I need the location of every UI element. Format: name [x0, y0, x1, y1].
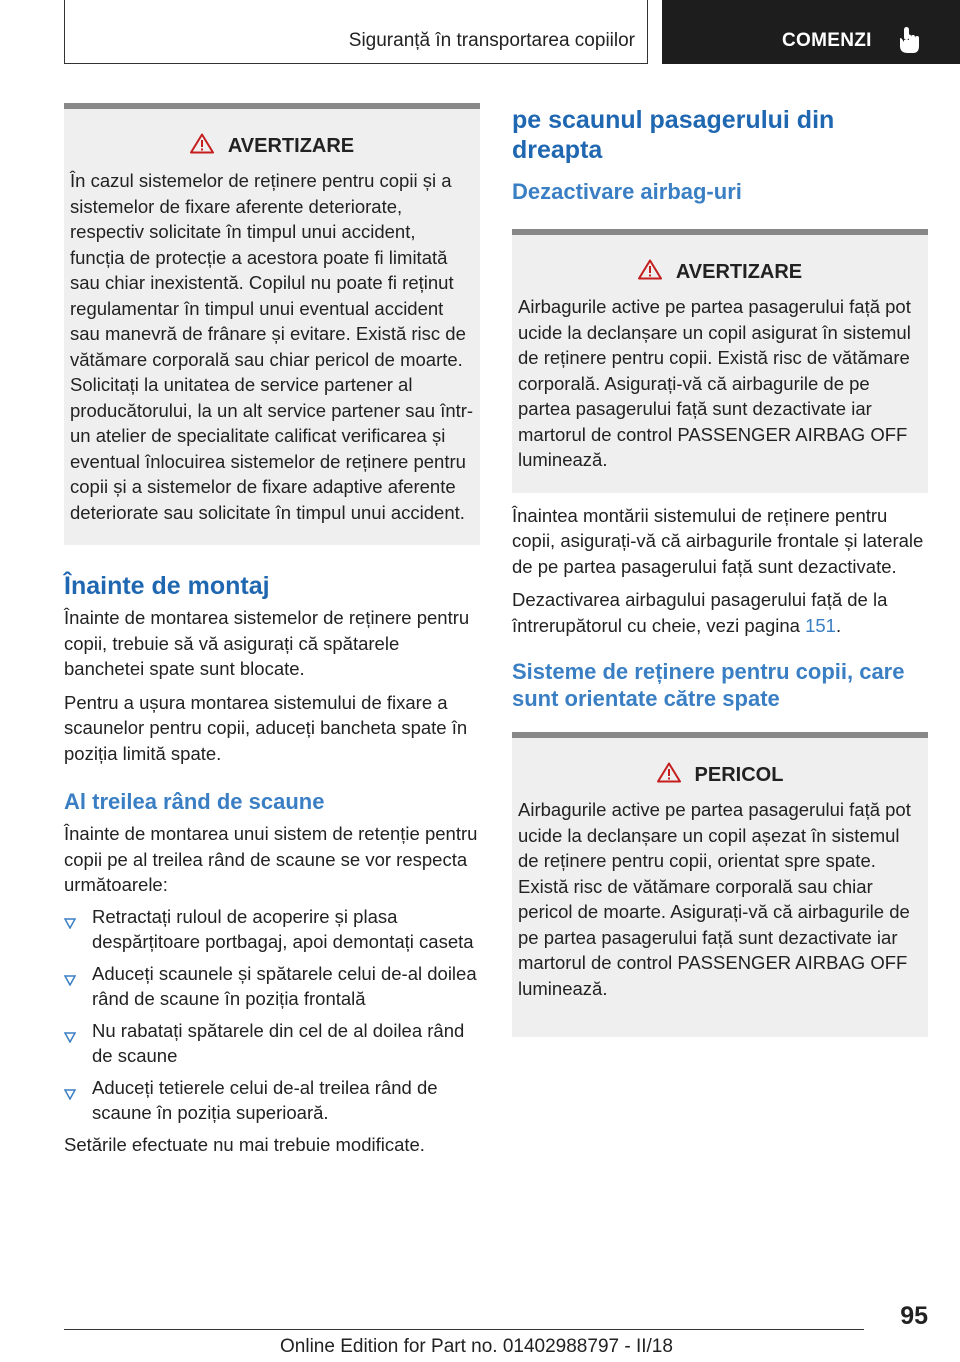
steps-list	[64, 904, 480, 1126]
warning-triangle-icon	[657, 762, 695, 789]
warning-title-row	[512, 259, 928, 286]
hand-pointer-icon	[896, 26, 922, 59]
section-heading-before-mount: Înainte de montaj	[64, 572, 270, 600]
warning-body: În cazul sistemelor de reținere pentru copii și a sistemelor de fixare aferente deteriorate, respectiv solicitate în timpul unui accident, funcția de protecție a acestora poate fi limitată sau chiar inexistentă. Copilul nu poate fi reținut regulamentar în timpul unui eventual accident sau manevră de frânare și evitare. Există risc de vătămare corporală sau chiar pericol de moarte. Solicitați la unitatea de service partener al producătorului, la un alt service partener sau într-un atelier de specialitate calificat verificarea și eventual înlocuirea sistemelor de reținere pentru copii și a sistemelor de fixare adaptive aferente deteriorate sau solicitate în timpul unui accident.	[70, 170, 474, 523]
danger-body: Airbagurile active pe partea pasagerului față pot ucide la declanșare un copil așezat în sistemul de reținere pentru copii, orientat spre spate. Există risc de vătămare corporală sau chiar pericol de moarte. Asigurați-vă că airbagurile de pe partea pasagerului față sunt dezactivate iar martorul de control PASSENGER AIRBAG OFF luminează.	[518, 799, 911, 999]
list-item: Retractați ruloul de acoperire și plasa despărțitoare portbagaj, apoi demontați caseta	[64, 904, 480, 955]
paragraph: Dezactivarea airbagului pasagerului față de la întrerupătorul cu cheie, vezi pagina 151.	[512, 589, 888, 636]
section-heading-passenger-seat: pe scaunul pasagerului din dreapta	[512, 106, 835, 164]
danger-title: PERICOL	[694, 764, 784, 786]
page-number: 95	[900, 1302, 928, 1330]
subsection-heading-rear-facing: Sisteme de reținere pentru copii, care sunt orientate către spate	[512, 659, 905, 711]
list-item: Aduceți scaunele și spătarele celui de-al doilea rând de scaune în poziția frontală	[64, 961, 480, 1012]
danger-title-row	[512, 762, 928, 789]
subsection-heading-airbag: Dezactivare airbag-uri	[512, 179, 742, 204]
paragraph: Înainte de montarea unui sistem de retenție pentru copii pe al treilea rând de scaune se vor respecta următoarele:	[64, 823, 478, 895]
warning-box	[512, 229, 928, 493]
header-title-box	[64, 0, 648, 64]
page-link[interactable]: 151	[805, 614, 836, 636]
triangle-bullet-icon	[64, 910, 76, 936]
triangle-bullet-icon	[64, 1081, 76, 1107]
list-item: Aduceți tetierele celui de-al treilea rând de scaune în poziția superioară.	[64, 1075, 480, 1126]
paragraph: Pentru a ușura montarea sistemului de fixare a scaunelor pentru copii, aduceți bancheta spate în poziția limită spate.	[64, 691, 468, 764]
header-tab-label[interactable]: COMENZI	[782, 30, 872, 51]
warning-body: Airbagurile active pe partea pasagerului față pot ucide la declanșare un copil asigurat în sistemul de reținere pentru copii. Există risc de vătămare corporală. Asigurați-vă că airbagurile de pe partea pasagerului față sunt dezactivate iar martorul de control PASSENGER AIRBAG OFF luminează.	[518, 296, 911, 470]
warning-triangle-icon	[638, 259, 676, 286]
header-title: Siguranță în transportarea copiilor	[348, 30, 635, 51]
warning-box	[64, 103, 480, 545]
paragraph: Setările efectuate nu mai trebuie modificate.	[64, 1133, 425, 1155]
paragraph: Înaintea montării sistemului de reținere pentru copii, asigurați-vă că airbagurile frontale și laterale de pe partea pasagerului față sunt dezactivate.	[512, 504, 924, 577]
subsection-heading-third-row: Al treilea rând de scaune	[64, 789, 325, 814]
danger-box	[512, 732, 928, 1037]
triangle-bullet-icon	[64, 967, 76, 993]
footer-edition: Online Edition for Part no. 01402988797 - II/18	[280, 1336, 673, 1357]
left-column	[64, 103, 480, 1157]
warning-title: AVERTIZARE	[227, 135, 355, 157]
list-item: Nu rabatați spătarele din cel de al doilea rând de scaune	[64, 1018, 480, 1069]
warning-title: AVERTIZARE	[675, 261, 803, 283]
footer-divider	[64, 1329, 864, 1330]
right-column	[512, 103, 928, 1037]
paragraph: Înainte de montarea sistemelor de reținere pentru copii, trebuie să vă asigurați că spătarele banchetei spate sunt blocate.	[64, 607, 470, 679]
warning-triangle-icon	[190, 133, 228, 160]
warning-title-row	[64, 133, 480, 160]
triangle-bullet-icon	[64, 1024, 76, 1050]
